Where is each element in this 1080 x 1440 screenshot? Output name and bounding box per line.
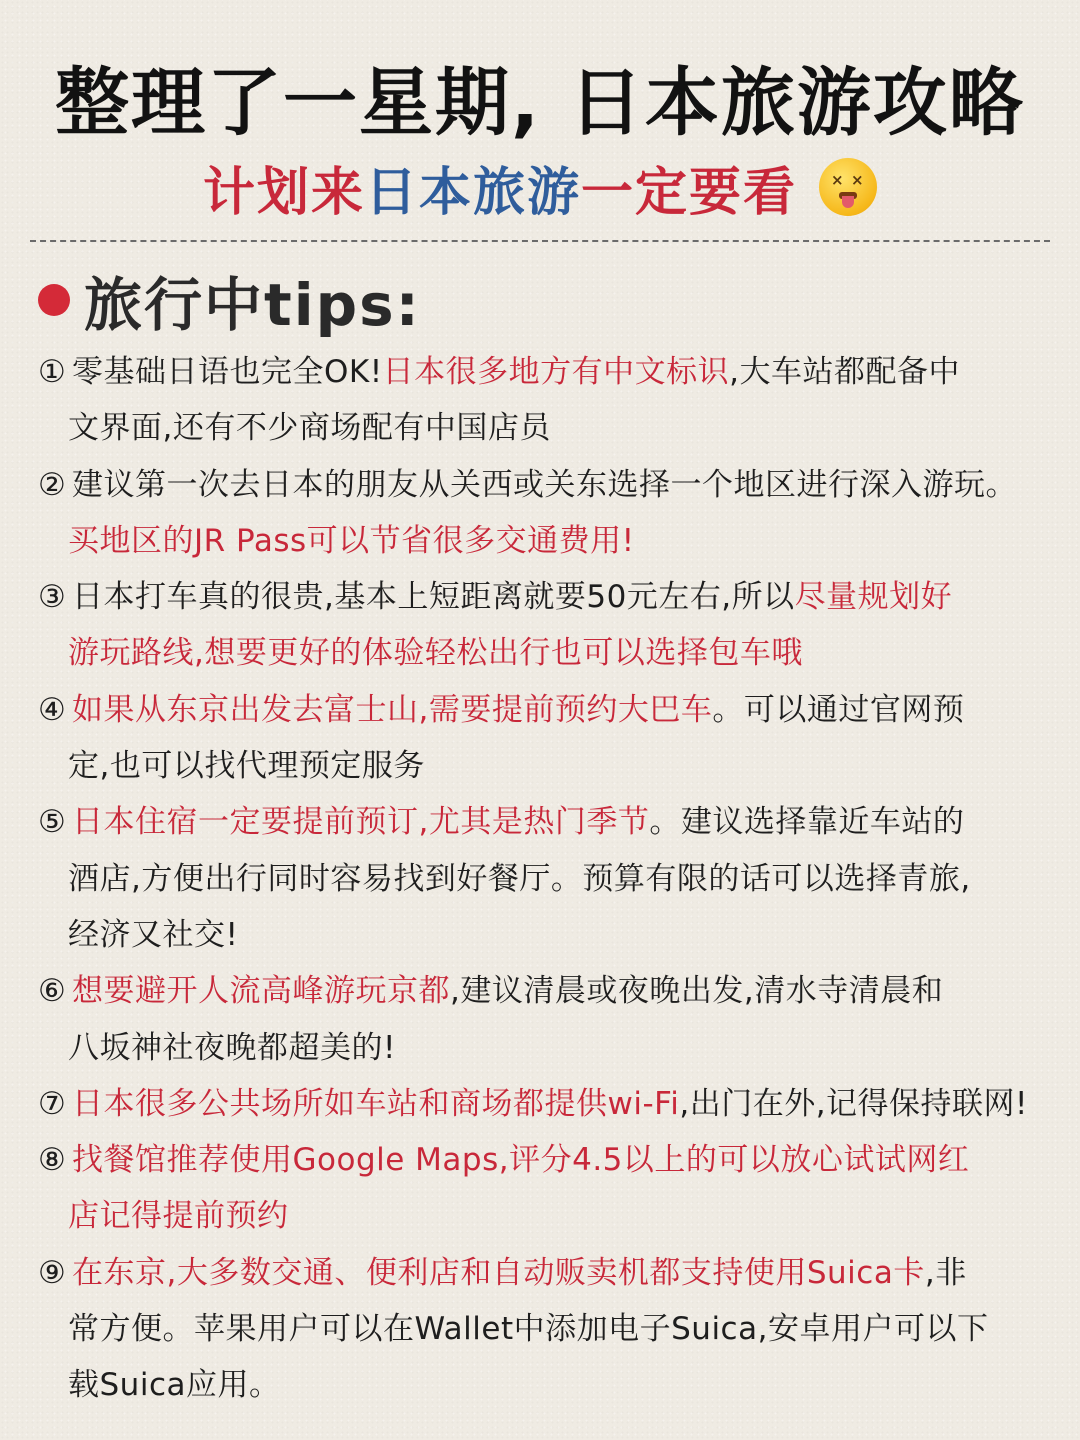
subtitle-part-3: 一定要看 xyxy=(581,163,798,223)
tip-highlight-text: 尽量规划好 xyxy=(794,579,953,616)
page-subtitle xyxy=(0,158,1080,228)
tip-line xyxy=(38,569,1058,625)
tip-number: ⑤ xyxy=(38,804,67,841)
tip-line xyxy=(38,344,1058,400)
page-title: 整理了一星期, 日本旅游攻略 xyxy=(55,60,1025,146)
section-heading xyxy=(38,262,421,338)
tip-highlight-text: 日本很多公共场所如车站和商场都提供wi-Fi xyxy=(72,1085,680,1122)
tip-line xyxy=(38,1245,1058,1301)
tip-highlight-text: 游玩路线,想要更好的体验轻松出行也可以选择包车哦 xyxy=(68,635,803,672)
tip-line xyxy=(38,513,1058,569)
tip-item xyxy=(38,1132,1058,1245)
tip-line xyxy=(38,1188,1058,1244)
tip-highlight-text: 想要避开人流高峰游玩京都 xyxy=(72,973,450,1010)
tip-number: ① xyxy=(38,354,67,390)
tip-line xyxy=(38,1076,1058,1132)
tip-line xyxy=(38,1020,1058,1076)
tip-text: 。可以通过官网预 xyxy=(712,691,965,728)
tip-text: 建议第一次去日本的朋友从关西或关东选择一个地区进行深入游玩。 xyxy=(72,466,1017,503)
tip-number: ③ xyxy=(38,579,67,616)
tip-item xyxy=(38,963,1058,1076)
tip-highlight-text: 日本很多地方有中文标识 xyxy=(382,354,730,390)
tip-item xyxy=(38,682,1058,795)
tip-line xyxy=(38,1301,1058,1357)
tip-line xyxy=(38,907,1058,963)
tip-line xyxy=(38,1357,1058,1413)
tip-text: ,出门在外,记得保持联网! xyxy=(679,1085,1028,1122)
tip-item xyxy=(38,1076,1058,1132)
tip-text: 载Suica应用。 xyxy=(68,1367,281,1404)
tip-text: ,大车站都配备中 xyxy=(729,354,961,390)
tip-line xyxy=(38,457,1058,513)
tip-item xyxy=(38,344,1058,457)
tip-text: 经济又社交! xyxy=(68,916,239,953)
tip-highlight-text: 日本住宿一定要提前预订,尤其是热门季节 xyxy=(72,804,650,841)
tip-number: ⑧ xyxy=(38,1142,67,1179)
tip-line xyxy=(38,400,1058,456)
tip-line xyxy=(38,1132,1058,1188)
tip-line xyxy=(38,682,1058,738)
tips-list xyxy=(38,344,1058,1414)
tip-line xyxy=(38,851,1058,907)
tip-line xyxy=(38,963,1058,1019)
tip-item xyxy=(38,794,1058,963)
tip-line xyxy=(38,625,1058,681)
tip-text: 零基础日语也完全OK! xyxy=(72,354,383,390)
dashed-divider xyxy=(30,240,1050,242)
tip-highlight-text: 店记得提前预约 xyxy=(68,1198,289,1235)
tip-item xyxy=(38,1245,1058,1414)
tip-highlight-text: 买地区的JR Pass可以节省很多交通费用! xyxy=(68,522,635,559)
subtitle-part-2: 日本旅游 xyxy=(364,163,581,223)
section-title: 旅行中tips: xyxy=(84,271,421,339)
tip-number: ⑥ xyxy=(38,973,67,1010)
tip-line xyxy=(38,794,1058,850)
subtitle-part-1: 计划来 xyxy=(202,163,365,223)
bullet-dot-icon xyxy=(38,284,70,316)
tip-highlight-text: 如果从东京出发去富士山,需要提前预约大巴车 xyxy=(72,691,713,728)
tip-text: 定,也可以找代理预定服务 xyxy=(68,748,425,785)
tip-text: 。建议选择靠近车站的 xyxy=(649,804,965,841)
tip-text: 八坂神社夜晚都超美的! xyxy=(68,1029,396,1066)
tip-highlight-text: 在东京,大多数交通、便利店和自动贩卖机都支持使用Suica卡 xyxy=(72,1254,925,1291)
tip-text: 日本打车真的很贵,基本上短距离就要50元左右,所以 xyxy=(72,579,795,616)
tip-text: ,非 xyxy=(924,1254,967,1291)
tip-number: ② xyxy=(38,466,67,503)
tip-item xyxy=(38,457,1058,570)
tip-item xyxy=(38,569,1058,682)
tip-text: 文界面,还有不少商场配有中国店员 xyxy=(68,410,551,447)
tip-text: ,建议清晨或夜晚出发,清水寺清晨和 xyxy=(450,973,944,1010)
tip-text: 酒店,方便出行同时容易找到好餐厅。预算有限的话可以选择青旅, xyxy=(68,860,971,897)
tip-text: 常方便。苹果用户可以在Wallet中添加电子Suica,安卓用户可以下 xyxy=(68,1311,989,1348)
tip-number: ④ xyxy=(38,691,67,728)
tip-highlight-text: 找餐馆推荐使用Google Maps,评分4.5以上的可以放心试试网红 xyxy=(72,1142,970,1179)
tip-number: ⑦ xyxy=(38,1085,67,1122)
dizzy-face-icon: × × xyxy=(819,158,877,216)
tip-line xyxy=(38,738,1058,794)
tip-number: ⑨ xyxy=(38,1254,67,1291)
